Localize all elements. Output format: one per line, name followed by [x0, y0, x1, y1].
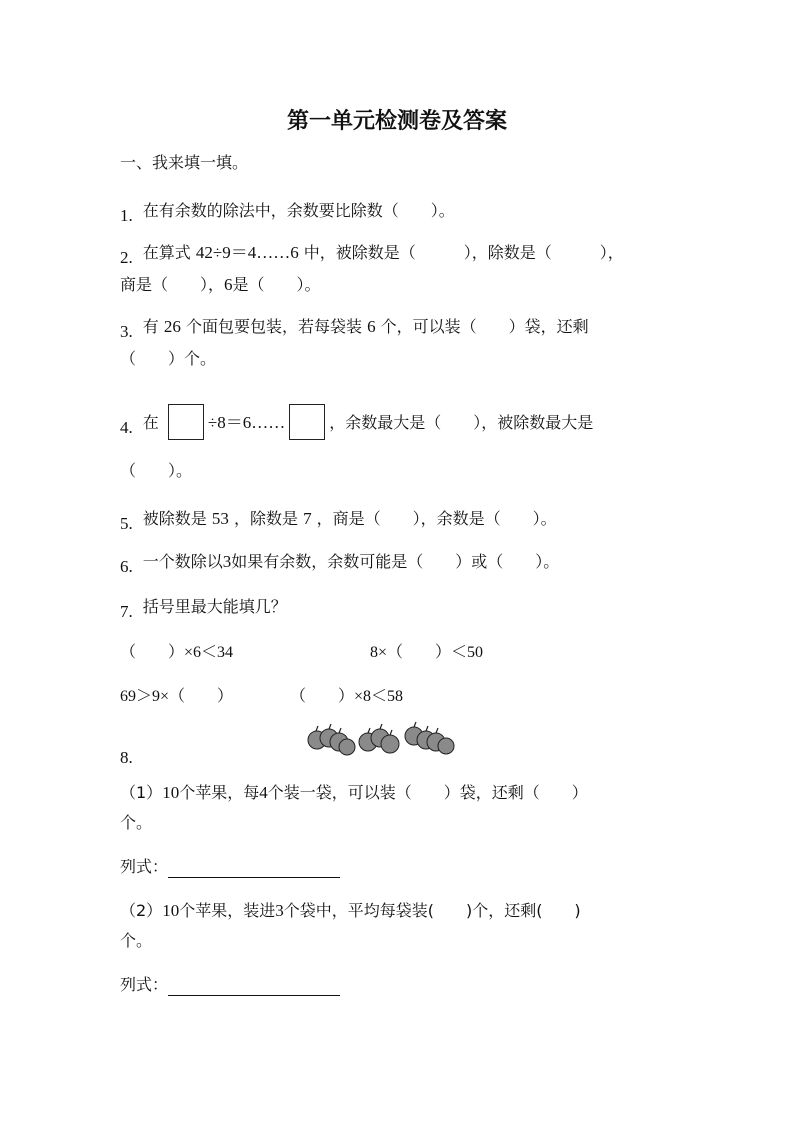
question-number: 4. — [120, 418, 133, 437]
apple-group-image — [306, 720, 456, 756]
inequality: 69＞9×（ ） — [120, 688, 234, 705]
number: 4 — [259, 783, 268, 802]
question-text: （1） — [120, 783, 163, 802]
question-text: 个苹果，每 — [179, 783, 260, 802]
question-text: 一个数除以 — [142, 552, 223, 571]
question-number: 1. — [120, 206, 133, 225]
number: 10 — [162, 783, 180, 802]
formula-answer-line[interactable] — [168, 859, 340, 878]
number: 10 — [162, 901, 180, 920]
question-number: 6. — [120, 557, 133, 576]
apple-icon — [359, 724, 399, 753]
question-text: 个面包要包装，若每袋装 — [185, 317, 362, 336]
question-number: 5. — [120, 514, 133, 533]
answer-box[interactable] — [168, 404, 204, 440]
question-8-part2-line2: 个。 — [120, 931, 153, 950]
question-text: 个苹果，装进 — [179, 901, 276, 920]
question-8-part1-line2: 个。 — [120, 813, 153, 832]
question-text: 在有余数的除法中，余数要比除数（ ）。 — [142, 201, 455, 220]
question-text: ，余数最大是（ ），被除数最大是 — [329, 413, 594, 432]
question-2-line2 — [120, 274, 321, 296]
apple-icon — [405, 722, 454, 754]
formula-answer-line[interactable] — [168, 977, 340, 996]
inequality: （ ）×8＜58 — [290, 688, 404, 705]
inequality: 8×（ ）＜50 — [370, 644, 484, 661]
question-text: 在 — [142, 413, 159, 432]
question-text: ，商是（ ），余数是（ ）。 — [316, 509, 557, 528]
question-text: 被除数是 — [142, 509, 207, 528]
number: 3 — [222, 552, 232, 571]
math-expression: ÷8＝6…… — [207, 413, 286, 432]
question-text: 如果有余数，余数可能是（ ）或（ ）。 — [231, 552, 560, 571]
question-text: （2） — [120, 901, 163, 920]
inequality: （ ）×6＜34 — [120, 644, 234, 661]
question-number: 2. — [120, 248, 133, 267]
question-6 — [120, 551, 559, 578]
question-4 — [120, 404, 593, 440]
question-number: 8. — [120, 748, 133, 767]
number: 26 — [163, 317, 181, 336]
answer-box[interactable] — [289, 404, 325, 440]
question-text: 中，被除数是（ ），除数是（ ）， — [303, 243, 624, 262]
question-number: 7. — [120, 602, 133, 621]
question-text: 个袋中，平均每袋装( )个，还剩( ) — [283, 901, 581, 920]
question-5 — [120, 508, 557, 535]
question-number: 3. — [120, 322, 133, 341]
question-8-part2 — [120, 900, 581, 922]
formula-line — [120, 974, 340, 996]
question-3-line2: （ ）个。 — [120, 349, 217, 368]
question-1 — [120, 200, 455, 227]
question-text: 是（ ）。 — [232, 275, 321, 294]
formula-line — [120, 856, 340, 878]
question-text: ，除数是 — [233, 509, 298, 528]
question-3 — [120, 316, 589, 343]
number: 3 — [275, 901, 284, 920]
question-8-part1 — [120, 782, 588, 804]
section-heading: 一、我来填一填。 — [120, 153, 249, 172]
question-8 — [120, 742, 143, 769]
question-text: 括号里最大能填几？ — [142, 597, 287, 616]
question-text: 在算式 — [142, 243, 191, 262]
question-text: 个装一袋，可以装（ ）袋，还剩（ ） — [267, 783, 588, 802]
question-text: 有 — [142, 317, 159, 336]
formula-label: 列式： — [120, 975, 169, 994]
question-2 — [120, 242, 624, 269]
question-4-line2: （ ）。 — [120, 461, 193, 480]
formula-label: 列式： — [120, 857, 169, 876]
number: 6 — [367, 317, 376, 336]
number: 7 — [303, 509, 312, 528]
math-expression: 42÷9＝4……6 — [195, 243, 299, 262]
number: 6 — [224, 275, 233, 294]
question-7 — [120, 596, 287, 623]
number: 53 — [211, 509, 229, 528]
question-text: 个，可以装（ ）袋，还剩 — [380, 317, 589, 336]
apple-icon — [308, 724, 355, 755]
page-title: 第一单元检测卷及答案 — [286, 109, 507, 134]
question-text: 商是（ ）， — [120, 275, 225, 294]
